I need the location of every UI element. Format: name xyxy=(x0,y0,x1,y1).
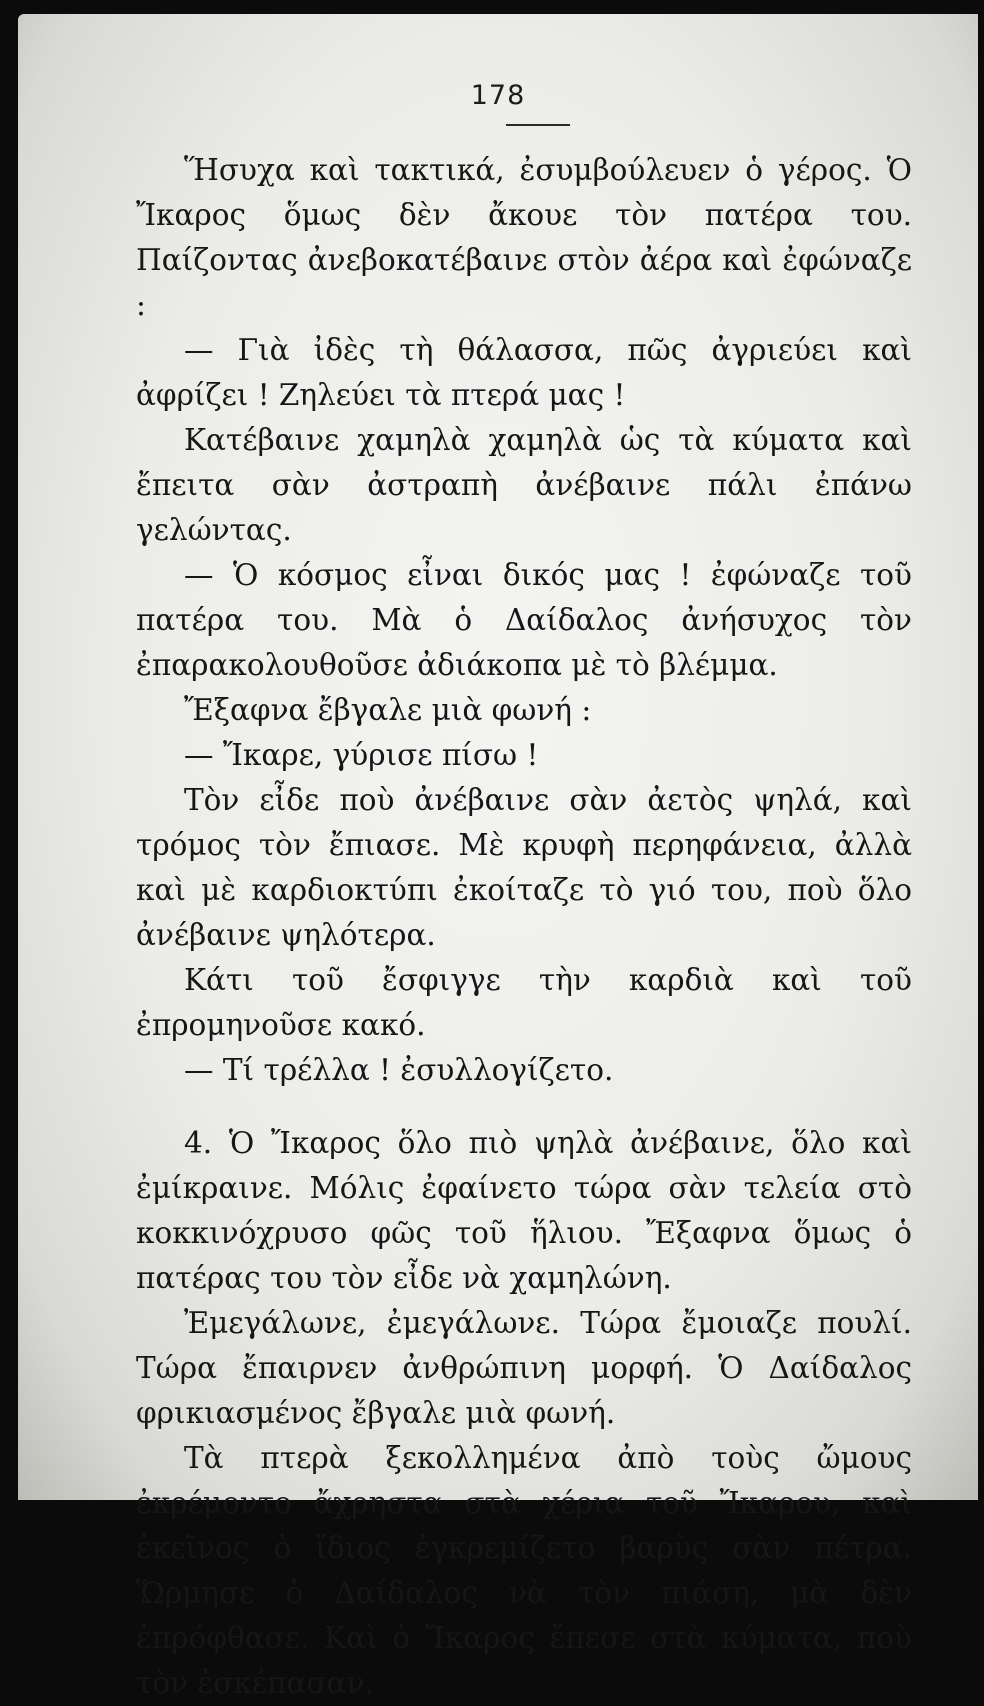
section-paragraph-text: Ὁ Ἴκαρος ὅλο πιὸ ψηλὰ ἀνέβαινε, ὅλο καὶ ἐμίκραινε. Μόλις ἐφαίνετο τώρα σὰν τελεία στὸ κοκκινόχρυσο φῶς τοῦ ἥλιου. Ἔξαφνα ὅμως ὁ πατέρας του τὸν εἶδε νὰ χαμηλώνη. xyxy=(136,1126,912,1295)
paragraph: — Γιὰ ἰδὲς τὴ θάλασσα, πῶς ἀγριεύει καὶ ἀφρίζει ! Ζηλεύει τὰ πτερά μας ! xyxy=(136,333,912,412)
section-number: 4. xyxy=(184,1126,213,1160)
paragraph: Ἔξαφνα ἔβγαλε μιὰ φωνή : xyxy=(184,693,592,727)
paragraph: — Τί τρέλλα ! ἐσυλλογίζετο. xyxy=(184,1053,614,1087)
paragraph: Ἐμεγάλωνε, ἐμεγάλωνε. Τώρα ἔμοιαζε πουλί. Τώρα ἔπαιρνεν ἀνθρώπινη μορφή. Ὁ Δαίδαλος φρικιασμένος ἔβγαλε μιὰ φωνή. xyxy=(136,1306,912,1430)
paragraph: Τὸν εἶδε ποὺ ἀνέβαινε σὰν ἀετὸς ψηλά, καὶ τρόμος τὸν ἔπιασε. Μὲ κρυφὴ περηφάνεια, ἀλλὰ καὶ μὲ καρδιοκτύπι ἐκοίταζε τὸ γιό του, ποὺ ὅλο ἀνέβαινε ψηλότερα. xyxy=(136,783,912,952)
page-number: 178 xyxy=(470,80,526,111)
paragraph: — Ὁ κόσμος εἶναι δικός μας ! ἐφώναζε τοῦ πατέρα του. Μὰ ὁ Δαίδαλος ἀνήσυχος τὸν ἐπαρακολουθοῦσε ἀδιάκοπα μὲ τὸ βλέμμα. xyxy=(136,558,912,682)
paragraph: Κατέβαινε χαμηλὰ χαμηλὰ ὡς τὰ κύματα καὶ ἔπειτα σὰν ἀστραπὴ ἀνέβαινε πάλι ἐπάνω γελώντας. xyxy=(136,423,912,547)
section-paragraph xyxy=(136,1121,912,1301)
paragraph: Ἥσυχα καὶ τακτικά, ἐσυμβούλευεν ὁ γέρος. Ὁ Ἴκαρος ὅμως δὲν ἄκουε τὸν πατέρα του. Παίζοντας ἀνεβοκατέβαινε στὸν ἀέρα καὶ ἐφώναζε : xyxy=(136,153,912,322)
paragraph: — Ἴκαρε, γύρισε πίσω ! xyxy=(184,738,539,772)
body-text xyxy=(136,148,912,1706)
paragraph: Κάτι τοῦ ἔσφιγγε τὴν καρδιὰ καὶ τοῦ ἐπρομηνοῦσε κακό. xyxy=(136,963,912,1042)
paragraph: Τὰ πτερὰ ξεκολλημένα ἀπὸ τοὺς ὤμους ἐκρέμοντο ἄχρηστα στὰ χέρια τοῦ Ἴκαρου, καὶ ἐκεῖνος ὁ ἴδιος ἐγκρεμίζετο βαρὺς σὰν πέτρα. Ὥρμησε ὁ Δαίδαλος νὰ τὸν πιάση, μὰ δὲν ἐπρόφθασε. Καὶ ὁ Ἴκαρος ἔπεσε στὰ κύματα, ποὺ τὸν ἐσκέπασαν. xyxy=(136,1441,912,1700)
book-page xyxy=(18,14,978,1700)
page-number-rule xyxy=(506,124,570,126)
